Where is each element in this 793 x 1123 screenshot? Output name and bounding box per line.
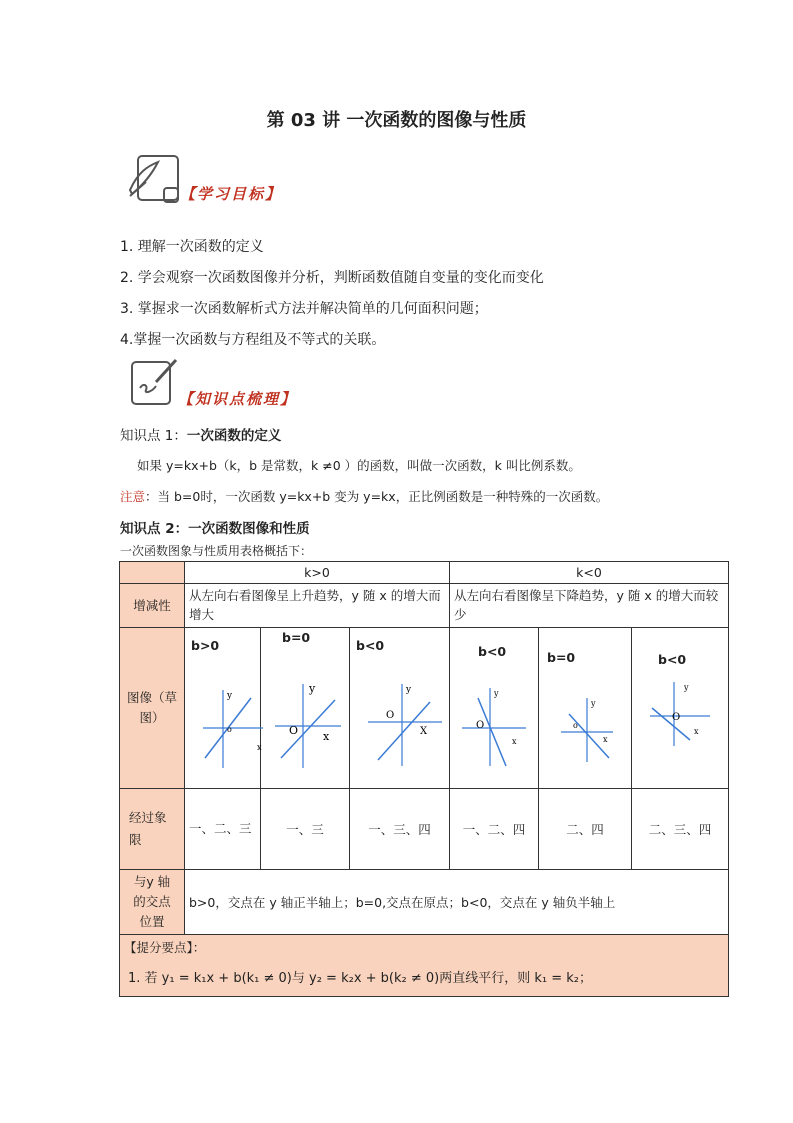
svg-text:O: O xyxy=(476,720,485,731)
svg-text:x: x xyxy=(512,737,517,746)
graph-cell-3 xyxy=(350,628,450,789)
kp1-heading-title: 一次函数的定义 xyxy=(186,428,282,444)
graph-sketch-2 xyxy=(261,628,350,788)
k-negative-header: k<0 xyxy=(450,562,729,584)
page-title: 第 03 讲 一次函数的图像与性质 xyxy=(266,110,527,131)
svg-text:o: o xyxy=(227,725,232,734)
intersect-label xyxy=(120,870,185,935)
svg-text:O: O xyxy=(672,712,681,723)
b-label-5: b=0 xyxy=(547,650,576,665)
graph-cell-5 xyxy=(539,628,632,789)
b-label-6: b<0 xyxy=(658,652,687,667)
kp1-note xyxy=(120,487,608,505)
svg-text:x: x xyxy=(257,743,262,752)
graph-sketch-3 xyxy=(350,628,450,788)
quadrant-6: 二、三、四 xyxy=(632,789,729,870)
graph-sketch-4 xyxy=(450,628,539,788)
note-text: ：当 b=0时，一次函数 y=kx+b 变为 y=kx，正比例函数是一种特殊的一次函数。 xyxy=(145,489,609,504)
tip-1: 1. 若 y₁ = k₁x + b(k₁ ≠ 0)与 y₂ = k₂x + b(k₂ ≠ 0)两直线平行，则 k₁ = k₂； xyxy=(128,971,593,986)
svg-text:y: y xyxy=(591,699,596,708)
graph-sketch-1 xyxy=(185,628,261,788)
svg-text:x: x xyxy=(694,727,699,736)
quadrant-label-text: 经过象限 xyxy=(129,810,167,847)
svg-text:O: O xyxy=(386,710,395,721)
b-label-1: b>0 xyxy=(191,638,220,653)
quadrant-5: 二、四 xyxy=(539,789,632,870)
graph-label xyxy=(120,628,185,789)
svg-text:y: y xyxy=(684,683,689,692)
intersect-label-text: 与y 轴的交点位置 xyxy=(133,874,171,929)
tips-cell xyxy=(120,935,729,997)
kp1-heading-prefix: 知识点 1： xyxy=(120,428,187,444)
properties-table xyxy=(119,561,729,997)
svg-text:X: X xyxy=(420,726,428,737)
graph-sketch-5 xyxy=(539,628,632,788)
objective-1: 1. 理解一次函数的定义 xyxy=(120,239,264,255)
quadrant-label xyxy=(120,789,185,870)
graph-label-text: 图像（草图） xyxy=(127,690,178,725)
graph-cell-2 xyxy=(261,628,350,789)
b-label-3: b<0 xyxy=(356,638,385,653)
svg-text:y: y xyxy=(494,689,499,698)
graph-cell-6 xyxy=(632,628,729,789)
quadrant-2: 一、三 xyxy=(261,789,350,870)
objective-2: 2. 学会观察一次函数图像并分析，判断函数值随自变量的变化而变化 xyxy=(120,270,544,286)
svg-text:y: y xyxy=(309,682,316,695)
objective-4: 4.掌握一次函数与方程组及不等式的关联。 xyxy=(120,332,386,348)
learning-goals-banner: 【学习目标】 xyxy=(180,185,283,203)
svg-text:y: y xyxy=(227,691,233,701)
notebook-pencil-icon xyxy=(126,354,182,410)
note-label: 注意 xyxy=(120,489,146,504)
tips-label: 【提分要点】： xyxy=(124,940,206,955)
svg-text:O: O xyxy=(289,724,299,737)
monotone-label: 增减性 xyxy=(120,584,185,628)
b-label-2: b=0 xyxy=(282,630,311,645)
knowledge-review-banner: 【知识点梳理】 xyxy=(178,390,298,408)
quadrant-1: 一、二、三 xyxy=(185,789,261,870)
quadrant-4: 一、二、四 xyxy=(450,789,539,870)
kp1-heading xyxy=(120,424,281,444)
kp1-definition: 如果 y=kx+b（k，b 是常数，k ≠0 ）的函数，叫做一次函数，k 叫比例系数。 xyxy=(137,458,581,473)
graph-cell-4 xyxy=(450,628,539,789)
k-positive-header: k>0 xyxy=(185,562,450,584)
svg-text:x: x xyxy=(323,730,330,743)
quill-scroll-icon xyxy=(124,152,184,208)
quadrant-3: 一、三、四 xyxy=(350,789,450,870)
monotone-negative: 从左向右看图像呈下降趋势，y 随 x 的增大而较少 xyxy=(450,584,729,628)
kp2-heading: 知识点 2：一次函数图像和性质 xyxy=(120,521,310,537)
graph-sketch-6 xyxy=(632,628,729,788)
monotone-positive: 从左向右看图像呈上升趋势，y 随 x 的增大而增大 xyxy=(185,584,450,628)
svg-text:x: x xyxy=(603,735,608,744)
b-label-4: b<0 xyxy=(478,644,507,659)
svg-text:o: o xyxy=(573,721,578,730)
objective-3: 3. 掌握求一次函数解析式方法并解决简单的几何面积问题； xyxy=(120,301,488,317)
svg-text:y: y xyxy=(406,685,412,695)
intersect-text: b>0，交点在 y 轴正半轴上；b=0,交点在原点；b<0，交点在 y 轴负半轴上 xyxy=(185,870,729,935)
graph-cell-1 xyxy=(185,628,261,789)
kp2-intro: 一次函数图象与性质用表格概括下： xyxy=(120,544,313,558)
